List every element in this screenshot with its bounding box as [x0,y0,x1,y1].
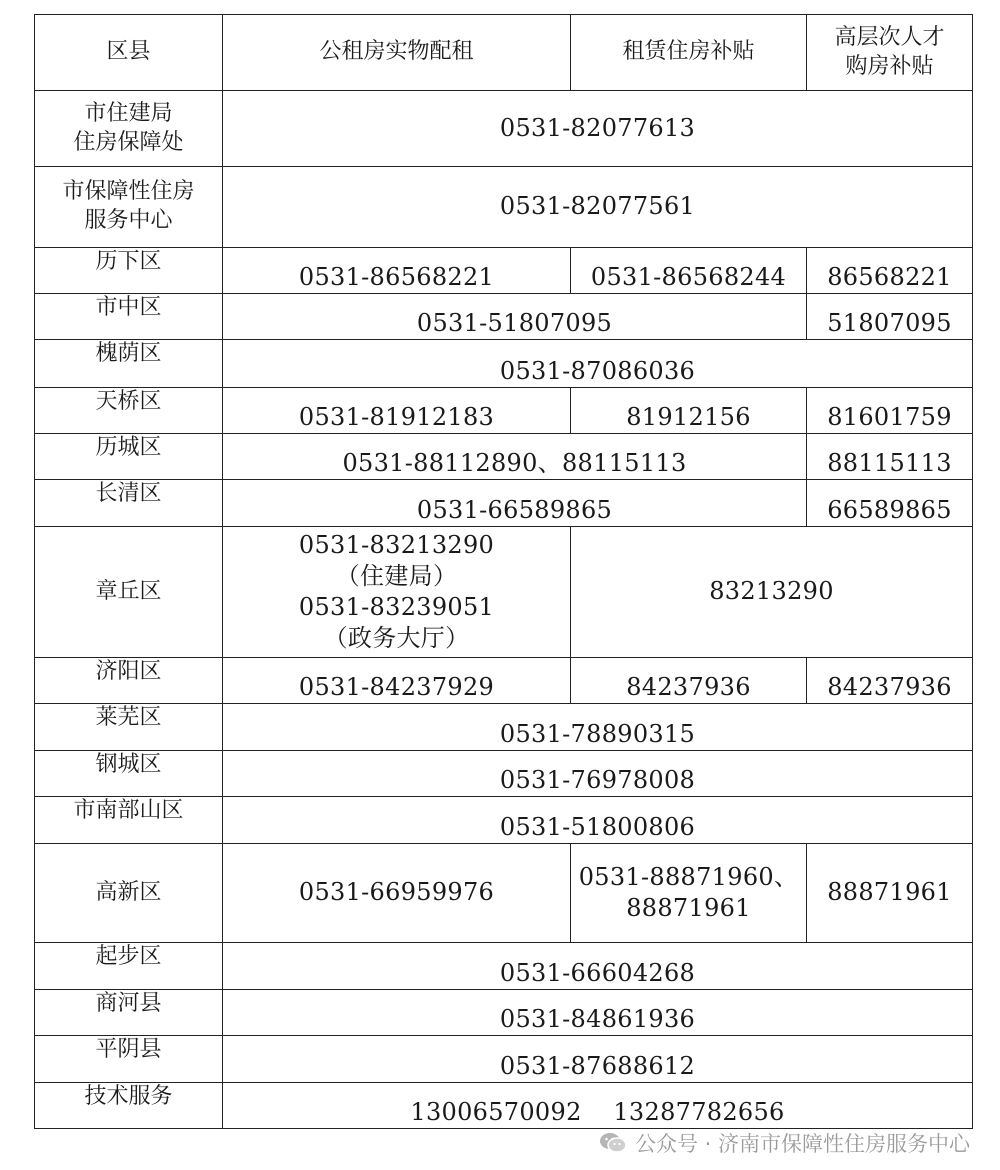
district-cell: 起步区 [35,943,223,990]
table-row [35,294,973,340]
rental-phone-cell: 0531-66959976 [223,844,571,943]
phone-cell: 0531-87688612 [223,1036,973,1083]
header-district: 区县 [35,15,223,91]
header-rental-housing: 公租房实物配租 [223,15,571,91]
talent-phone-cell: 51807095 [807,294,973,340]
contact-table [34,14,973,1129]
table-row [35,658,973,704]
header-talent-line2: 购房补贴 [845,53,934,79]
district-cell: 章丘区 [35,527,223,658]
table-row [35,797,973,844]
rental-phone-line1: 0531-83213290 [298,530,495,559]
talent-phone-cell: 86568221 [807,248,973,294]
district-cell: 天桥区 [35,388,223,434]
rental-subsidy-phone-cell: 0531-51807095 [223,294,807,340]
subsidy-phone-cell: 0531-86568244 [571,248,807,294]
district-cell: 商河县 [35,990,223,1036]
district-cell [35,167,223,248]
table-row [35,704,973,751]
subsidy-talent-phone-cell: 83213290 [571,527,973,658]
district-cell: 济阳区 [35,658,223,704]
phone-cell: 13006570092 13287782656 [223,1083,973,1129]
rental-phone-cell [223,527,571,658]
header-talent-line1: 高层次人才 [834,24,945,50]
district-cell: 平阴县 [35,1036,223,1083]
phone-cell: 0531-51800806 [223,797,973,844]
rental-subsidy-phone-cell: 0531-88112890、88115113 [223,434,807,480]
table-row [35,751,973,797]
subsidy-phone-line2: 88871961 [626,894,751,922]
subsidy-phone-line1: 0531-88871960、 [578,862,799,891]
rental-phone-line2: （住建局） [335,561,458,590]
subsidy-phone-cell [571,844,807,943]
subsidy-phone-cell: 84237936 [571,658,807,704]
talent-phone-cell: 66589865 [807,480,973,527]
watermark [599,1128,970,1158]
table-row [35,1036,973,1083]
talent-phone-cell: 88871961 [807,844,973,943]
header-talent-subsidy [807,15,973,91]
district-cell: 高新区 [35,844,223,943]
district-cell [35,91,223,167]
phone-cell: 0531-66604268 [223,943,973,990]
district-cell: 历下区 [35,248,223,294]
district-cell: 长清区 [35,480,223,527]
table-header-row [35,15,973,91]
district-cell: 槐荫区 [35,340,223,388]
district-cell: 市中区 [35,294,223,340]
district-cell: 市南部山区 [35,797,223,844]
talent-phone-cell: 84237936 [807,658,973,704]
table-row [35,340,973,388]
district-cell: 钢城区 [35,751,223,797]
talent-phone-cell: 88115113 [807,434,973,480]
table-row [35,1083,973,1129]
talent-phone-cell: 81601759 [807,388,973,434]
table-row [35,248,973,294]
wechat-icon [599,1131,627,1155]
phone-cell: 0531-76978008 [223,751,973,797]
watermark-text: 公众号 · 济南市保障性住房服务中心 [634,1132,970,1156]
rental-subsidy-phone-cell: 0531-66589865 [223,480,807,527]
rental-phone-line4: （政务大厅） [323,624,470,653]
district-name-line1: 市保障性住房 [62,179,195,205]
table-row [35,434,973,480]
rental-phone-cell: 0531-86568221 [223,248,571,294]
table-row [35,91,973,167]
district-name-line2: 住房保障处 [73,129,184,155]
phone-cell: 0531-87086036 [223,340,973,388]
rental-phone-cell: 0531-81912183 [223,388,571,434]
subsidy-phone-cell: 81912156 [571,388,807,434]
phone-cell: 0531-78890315 [223,704,973,751]
phone-cell: 0531-82077561 [223,167,973,248]
table-row [35,527,973,658]
table-row [35,480,973,527]
table-row [35,844,973,943]
table-row [35,167,973,248]
district-name-line1: 市住建局 [84,100,173,126]
district-cell: 技术服务 [35,1083,223,1129]
rental-phone-cell: 0531-84237929 [223,658,571,704]
phone-cell: 0531-84861936 [223,990,973,1036]
rental-phone-line3: 0531-83239051 [298,593,495,621]
table-row [35,990,973,1036]
phone-cell: 0531-82077613 [223,91,973,167]
district-name-line2: 服务中心 [84,208,173,233]
district-cell: 莱芜区 [35,704,223,751]
district-cell: 历城区 [35,434,223,480]
table-row [35,388,973,434]
header-rent-subsidy: 租赁住房补贴 [571,15,807,91]
table-row [35,943,973,990]
